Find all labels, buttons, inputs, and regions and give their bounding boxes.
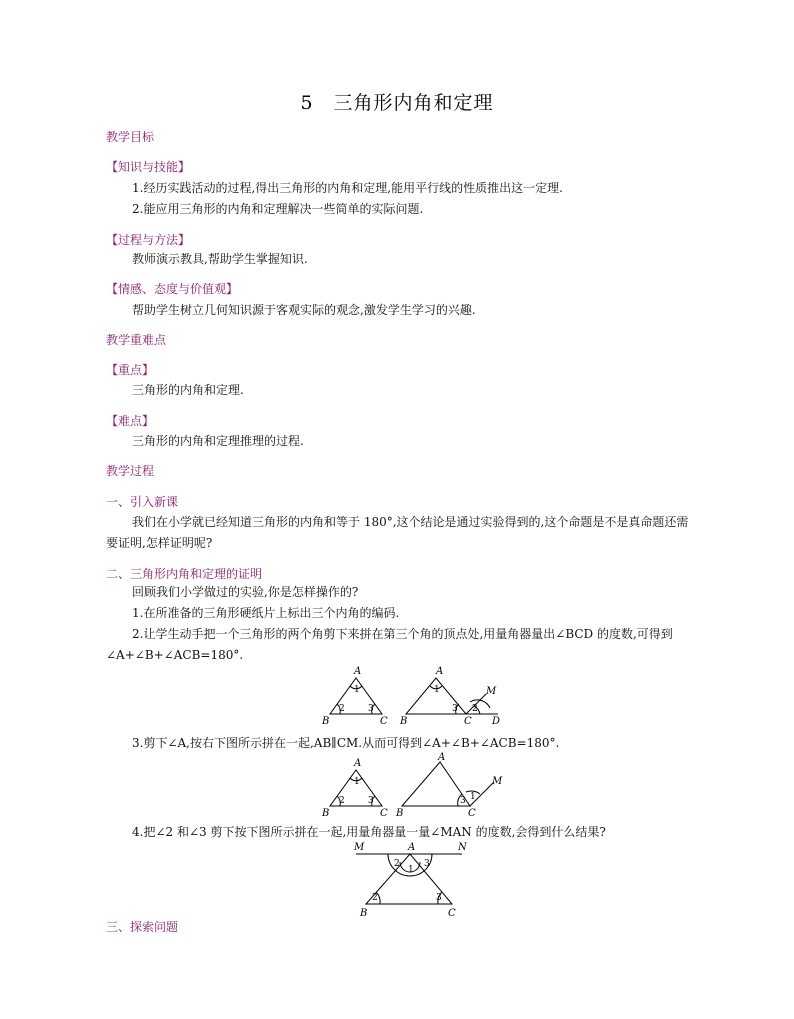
- section-2-p3: 2.让学生动手把一个三角形的两个角剪下来拼在第三个角的顶点处,用量角器量出∠BCD 的度数,可得到∠A+∠B+∠ACB=180°.: [106, 627, 673, 662]
- emotion-heading: 【情感、态度与价值观】: [106, 282, 239, 296]
- section-1-text: 我们在小学就已经知道三角形的内角和等于 180°,这个结论是通过实验得到的,这个命题是不是真命题还需要证明,怎样证明呢?: [106, 515, 689, 550]
- emotion-text: 帮助学生树立几何知识源于客观实际的观念,激发学生学习的兴趣.: [132, 303, 476, 317]
- fig2b-angle-1: 1: [470, 792, 476, 802]
- fig1-label-A: A: [354, 666, 362, 677]
- figure-1-triangle-left: [330, 678, 382, 714]
- fig1-angle-1: 1: [354, 685, 360, 695]
- fig1b-label-A: A: [436, 666, 444, 677]
- key-point-heading: 【重点】: [106, 363, 155, 377]
- fig1-angle-3: 3: [368, 704, 374, 714]
- fig2b-label-B: B: [396, 808, 404, 818]
- fig2-label-C: C: [380, 808, 388, 818]
- section-2-p1: 回顾我们小学做过的实验,你是怎样操作的?: [132, 585, 359, 599]
- difficulty-heading: 教学重难点: [106, 333, 167, 347]
- knowledge-heading: 【知识与技能】: [106, 160, 191, 174]
- fig1-label-B: B: [322, 716, 330, 727]
- process-method-text: 教师演示教具,帮助学生掌握知识.: [132, 252, 308, 266]
- objectives-heading: 教学目标: [106, 130, 155, 144]
- page-title: 5 三角形内角和定理: [300, 92, 494, 114]
- knowledge-item-1: 1.经历实践活动的过程,得出三角形的内角和定理,能用平行线的性质推出这一定理.: [132, 181, 563, 195]
- fig2-angle-1: 1: [354, 777, 360, 787]
- fig2-label-A: A: [354, 758, 362, 769]
- fig3-angle-3-top: 3: [424, 859, 430, 869]
- fig1-angle-2: 2: [339, 704, 345, 714]
- fig3-angle-1: 1: [408, 865, 414, 875]
- fig3-label-N: N: [458, 842, 467, 853]
- fig3-label-C: C: [448, 908, 456, 918]
- fig1b-label-C: C: [464, 716, 472, 727]
- fig3-label-B: B: [360, 908, 368, 918]
- fig2-angle-3: 3: [368, 796, 374, 806]
- fig2b-label-C: C: [468, 808, 476, 818]
- fig2b-label-A: A: [438, 752, 446, 763]
- fig3-angle-3: 3: [436, 893, 442, 903]
- fig1-label-C: C: [380, 716, 388, 727]
- figure-2: [318, 752, 508, 818]
- fig3-label-M: M: [354, 842, 365, 853]
- fig3-label-A: A: [408, 842, 416, 853]
- knowledge-item-2: 2.能应用三角形的内角和定理解决一些简单的实际问题.: [132, 202, 424, 216]
- key-point-text: 三角形的内角和定理.: [132, 383, 244, 397]
- fig2b-angle-3: 3: [460, 796, 466, 806]
- fig1b-label-D: D: [492, 716, 501, 727]
- section-1-heading: 一、引入新课: [106, 495, 179, 509]
- fig1b-label-M: M: [486, 686, 497, 697]
- figure-1: [318, 664, 508, 728]
- fig1b-angle-3: 3: [452, 704, 458, 714]
- figure-2-triangle-right: [402, 762, 494, 806]
- section-2-p5: 4.把∠2 和∠3 剪下按下图所示拼在一起,用量角器量一量∠MAN 的度数,会得到什么结果?: [132, 825, 606, 839]
- process-method-heading: 【过程与方法】: [106, 233, 191, 247]
- teaching-process-heading: 教学过程: [106, 464, 155, 478]
- section-3-heading: 三、探索问题: [106, 920, 179, 934]
- fig1b-label-B: B: [400, 716, 408, 727]
- section-2-p4: 3.剪下∠A,按右下图所示拼在一起,AB∥CM.从而可得到∠A+∠B+∠ACB=180°.: [132, 736, 560, 750]
- figure-3: [348, 840, 468, 918]
- fig1b-angle-2: 2: [472, 704, 478, 714]
- hard-point-heading: 【难点】: [106, 414, 155, 428]
- fig3-angle-2: 2: [372, 893, 378, 903]
- section-2-heading: 二、三角形内角和定理的证明: [106, 567, 263, 581]
- fig1b-angle-1: 1: [434, 685, 440, 695]
- fig2b-label-M: M: [492, 776, 503, 787]
- section-2-p2: 1.在所准备的三角形硬纸片上标出三个内角的编码.: [132, 606, 400, 620]
- fig2-label-B: B: [322, 808, 330, 818]
- hard-point-text: 三角形的内角和定理推理的过程.: [132, 434, 304, 448]
- figure-2-triangle-left: [330, 770, 382, 806]
- fig2-angle-2: 2: [339, 796, 345, 806]
- fig3-angle-2-top: 2: [394, 859, 400, 869]
